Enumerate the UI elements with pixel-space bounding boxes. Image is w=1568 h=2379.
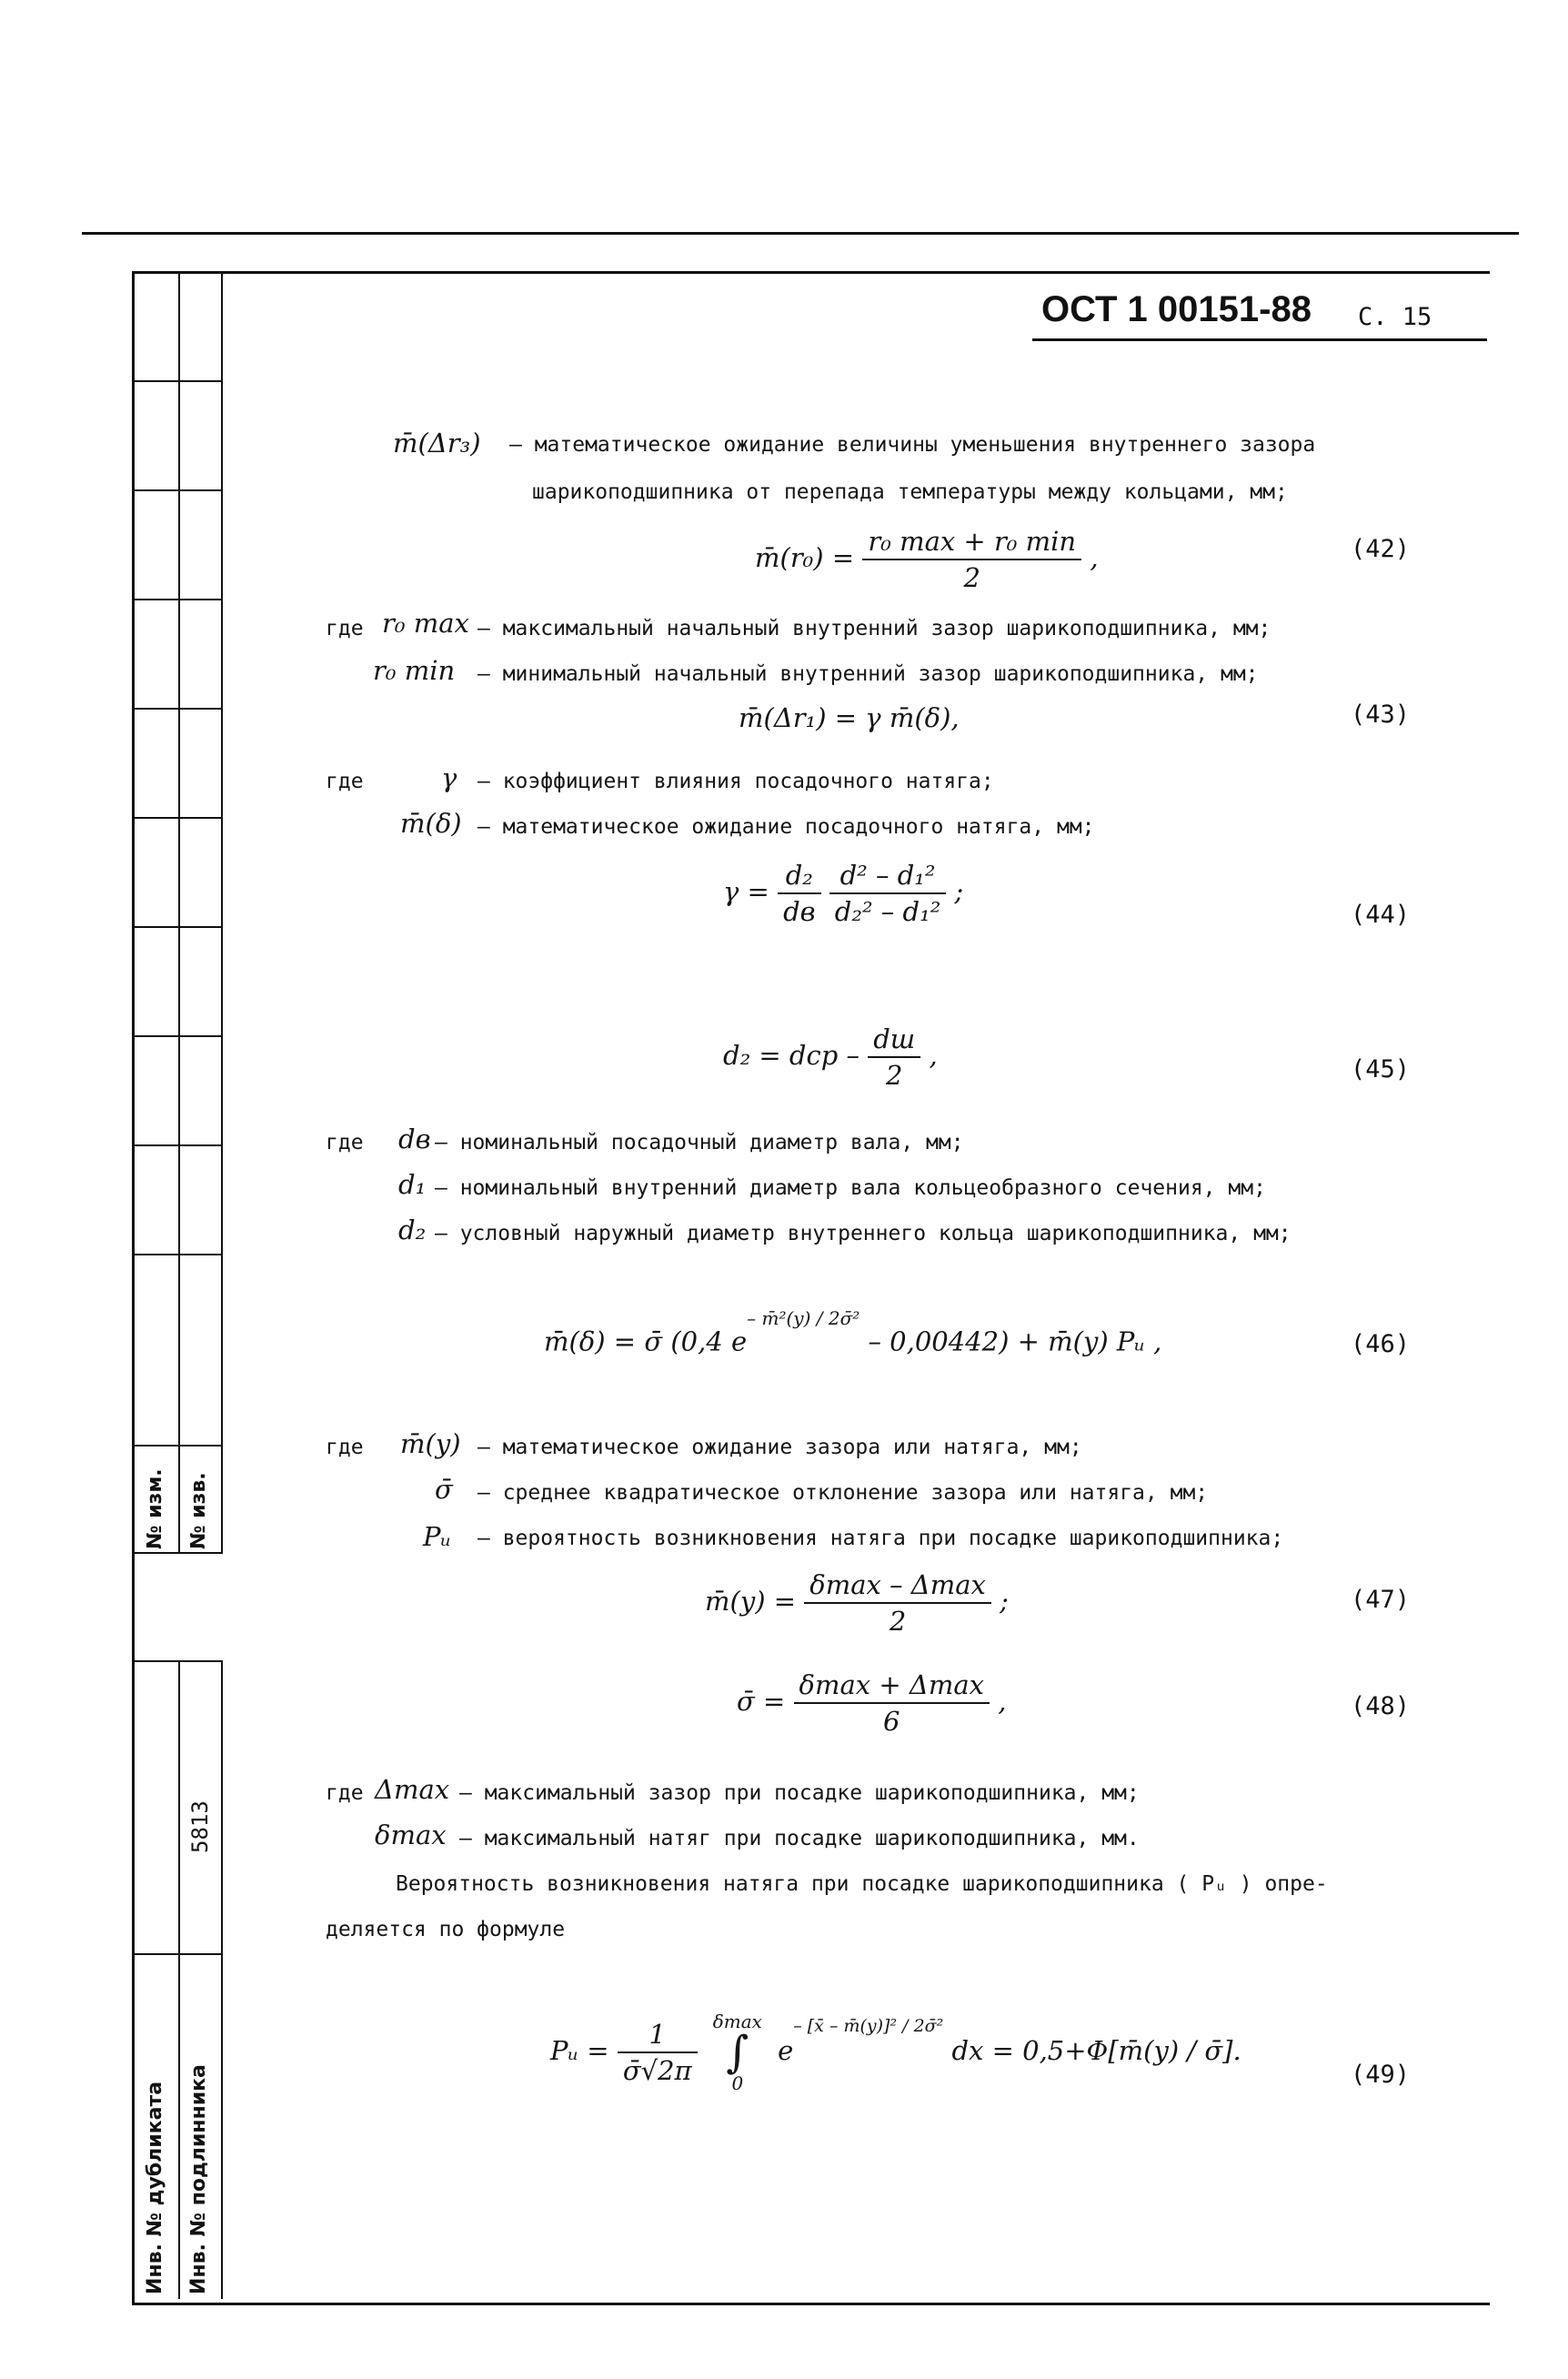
- fraction-denominator: d₂² – d₁²: [834, 896, 941, 927]
- where-label: где: [326, 1131, 364, 1154]
- formula-lhs: m̄(r₀) =: [755, 542, 855, 573]
- formula-45: [723, 1023, 938, 1091]
- text-line: – математическое ожидание величины уменьшения внутреннего зазора: [509, 433, 1316, 457]
- formula-tail: ;: [954, 876, 964, 907]
- formula-tail: – 0,00442) + m̄(y) Pᵤ ,: [868, 1326, 1162, 1357]
- text-line: – максимальный натяг при посадке шарикоподшипника, мм.: [459, 1827, 1140, 1850]
- formula-lhs: d₂ = dср –: [723, 1040, 860, 1071]
- where-label: где: [326, 617, 364, 640]
- side-cell-line: [135, 1144, 221, 1146]
- side-cell-line: [135, 599, 221, 600]
- equation-number-45: (45): [1351, 1055, 1411, 1084]
- formula-44: [723, 860, 963, 927]
- document-code: ОСТ 1 00151-88: [1041, 289, 1312, 329]
- equation-number-47: (47): [1351, 1586, 1411, 1614]
- symbol-m-y: m̄(y): [400, 1428, 461, 1459]
- fraction: [778, 860, 820, 927]
- fraction-denominator: 2: [886, 1060, 903, 1091]
- formula-tail: ,: [1090, 542, 1099, 573]
- formula-exponent: – [x̄ – m̄(y)]² / 2σ̄²: [793, 2016, 944, 2037]
- side-cell-line: [135, 926, 221, 928]
- formula-lhs: m̄(y) =: [705, 1586, 797, 1617]
- header-underline: [1032, 338, 1487, 341]
- symbol-delta-max-gap: Δmax: [375, 1774, 450, 1805]
- side-divider: [178, 1662, 180, 2299]
- fraction-denominator: σ̄√2π: [622, 2055, 692, 2086]
- side-cell-line: [135, 817, 221, 819]
- formula-lhs: γ =: [723, 876, 769, 907]
- paragraph-line: Вероятность возникновения натяга при посадке шарикоподшипника ( Pᵤ ) опре-: [396, 1872, 1328, 1896]
- side-cell-line: [135, 708, 221, 710]
- formula-49: [550, 2011, 1241, 2094]
- integral: [706, 2011, 769, 2094]
- symbol-delta-max-tight: δmax: [375, 1820, 447, 1850]
- side-cell-line: [135, 1035, 221, 1037]
- text-line: – максимальный зазор при посадке шарикоподшипника, мм;: [459, 1781, 1140, 1805]
- side-cell-line: [135, 1953, 221, 1955]
- symbol-r0-min: r₀ min: [373, 655, 456, 686]
- symbol-r0-max: r₀ max: [382, 608, 469, 639]
- symbol-pu: Pᵤ: [423, 1521, 452, 1552]
- formula-tail: dx = 0,5+Φ[m̄(y) / σ̄].: [951, 2035, 1241, 2066]
- text-line: – коэффициент влияния посадочного натяга;: [477, 770, 994, 793]
- izv-label: № изв.: [187, 1472, 210, 1549]
- fraction: [868, 1023, 920, 1091]
- formula-48: [737, 1669, 1006, 1737]
- fraction-denominator: 2: [889, 1606, 907, 1637]
- fraction: [794, 1669, 990, 1737]
- where-label: где: [326, 1436, 364, 1459]
- equation-number-46: (46): [1351, 1330, 1411, 1358]
- integral-upper: δmax: [712, 2011, 762, 2032]
- fraction: [862, 526, 1081, 593]
- equation-number-48: (48): [1351, 1692, 1411, 1720]
- izm-label: № изм.: [144, 1468, 166, 1549]
- fraction-denominator: 2: [963, 562, 980, 593]
- integral-lower: 0: [731, 2072, 744, 2094]
- integral-sign: ∫: [726, 2027, 749, 2078]
- equation-number-44: (44): [1351, 901, 1411, 929]
- symbol-gamma: γ: [441, 762, 457, 793]
- formula-tail: ;: [1000, 1586, 1009, 1617]
- side-cell-line: [135, 380, 221, 382]
- side-cell-line: [135, 1552, 221, 1554]
- text-line: – максимальный начальный внутренний зазор шарикоподшипника, мм;: [477, 617, 1271, 640]
- inv-original-label: Инв. № подлинника: [187, 2064, 210, 2294]
- text-line: – вероятность возникновения натяга при посадке шарикоподшипника;: [477, 1527, 1284, 1550]
- formula-part: m̄(δ) = σ̄ (0,4 e: [544, 1326, 748, 1357]
- formula-exponent: – m̄²(y) / 2σ̄²: [747, 1307, 860, 1329]
- fraction: [829, 860, 947, 927]
- frame-top-line: [82, 232, 1519, 235]
- side-cell-line: [135, 1254, 221, 1255]
- formula-42: [755, 526, 1099, 593]
- fraction-denominator: 6: [883, 1706, 900, 1737]
- text-line: шарикоподшипника от перепада температуры между кольцами, мм;: [532, 480, 1288, 504]
- side-stamp-lower: [135, 1660, 223, 2299]
- text-line: – номинальный внутренний диаметр вала кольцеобразного сечения, мм;: [435, 1176, 1266, 1200]
- text-line: – минимальный начальный внутренний зазор шарикоподшипника, мм;: [477, 662, 1259, 686]
- symbol-m-delta-r3: m̄(Δr₃): [393, 428, 481, 459]
- symbol-d2: d₂: [398, 1215, 427, 1245]
- fraction-numerator: d² – d₁²: [829, 860, 947, 894]
- fraction: [804, 1569, 991, 1637]
- fraction-numerator: 1: [618, 2019, 698, 2053]
- side-cell-line: [135, 1445, 221, 1447]
- paragraph-line: деляется по формуле: [326, 1918, 566, 1941]
- formula-lhs: Pᵤ =: [550, 2035, 609, 2066]
- text-line: – номинальный посадочный диаметр вала, мм;: [435, 1131, 964, 1154]
- text-line: – условный наружный диаметр внутреннего кольца шарикоподшипника, мм;: [435, 1222, 1292, 1245]
- side-stamp-upper: [135, 271, 223, 1554]
- inventory-number: 5813: [187, 1800, 213, 1853]
- formula-47: [705, 1569, 1009, 1637]
- fraction: [618, 2019, 698, 2086]
- symbol-dv: dв: [398, 1124, 431, 1154]
- symbol-m-delta: m̄(δ): [400, 808, 462, 839]
- text-line: – среднее квадратическое отклонение зазора или натяга, мм;: [477, 1481, 1209, 1505]
- formula-tail: ,: [929, 1040, 938, 1071]
- fraction-numerator: d₂: [778, 860, 820, 894]
- where-label: где: [326, 1781, 364, 1805]
- text-line: – математическое ожидание посадочного натяга, мм;: [477, 815, 1095, 839]
- text-line: – математическое ожидание зазора или натяга, мм;: [477, 1436, 1082, 1459]
- page-number: С. 15: [1358, 303, 1432, 331]
- fraction-numerator: dш: [868, 1023, 920, 1058]
- formula-e: e: [778, 2035, 794, 2066]
- symbol-d1: d₁: [398, 1169, 427, 1200]
- equation-number-49: (49): [1351, 2061, 1411, 2089]
- formula-43: m̄(Δr₁) = γ m̄(δ),: [739, 702, 960, 733]
- side-divider: [178, 271, 180, 1554]
- fraction-numerator: r₀ max + r₀ min: [862, 526, 1081, 560]
- formula-tail: ,: [998, 1686, 1007, 1717]
- where-label: где: [326, 770, 364, 793]
- fraction-numerator: δmax + Δmax: [794, 1669, 990, 1704]
- inv-duplicate-label: Инв. № дубликата: [144, 2081, 166, 2294]
- equation-number-42: (42): [1351, 535, 1411, 563]
- equation-number-43: (43): [1351, 701, 1411, 729]
- formula-lhs: σ̄ =: [737, 1686, 786, 1717]
- symbol-sigma: σ̄: [435, 1474, 453, 1505]
- side-cell-line: [135, 489, 221, 491]
- fraction-numerator: δmax – Δmax: [804, 1569, 991, 1604]
- fraction-denominator: dв: [783, 896, 816, 927]
